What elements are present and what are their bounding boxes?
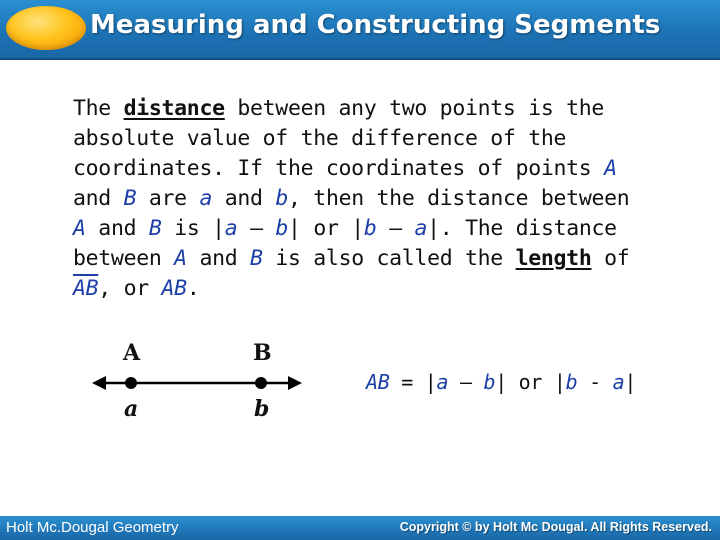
term-distance: distance	[123, 96, 225, 121]
footer-bar	[0, 516, 720, 540]
text-run: The	[73, 96, 124, 121]
var-A: A	[174, 246, 187, 271]
number-line	[90, 368, 310, 398]
var-b: b	[363, 216, 377, 241]
text-run: between any two points is the absolute value of the difference of the coordinates. If the coordinates of points	[73, 96, 605, 181]
number-line-diagram	[90, 336, 310, 436]
logo-oval	[6, 6, 86, 50]
var-a: a	[414, 216, 428, 241]
point-b-coordinate: b	[254, 396, 270, 422]
term-length: length	[515, 246, 592, 271]
text-run: | or |	[288, 216, 364, 241]
var-B: B	[123, 186, 137, 211]
text-run: is also called the	[262, 246, 516, 271]
formula-var-a: a	[436, 370, 449, 394]
point-a-label: A	[123, 340, 141, 366]
formula-var-b: b	[565, 370, 578, 394]
slide-title: Measuring and Constructing Segments	[90, 10, 661, 40]
text-run: , or	[98, 276, 162, 301]
right-arrow-icon	[288, 376, 302, 390]
var-AB: AB	[161, 276, 187, 301]
point-b-label: B	[253, 340, 272, 366]
text-run: and	[73, 186, 124, 211]
point-a-coordinate: a	[124, 396, 139, 422]
var-a: a	[224, 216, 238, 241]
formula-text: –	[448, 370, 484, 394]
var-a: a	[199, 186, 213, 211]
var-A: A	[604, 156, 617, 181]
text-run: and	[85, 216, 149, 241]
publisher-label: Holt Mc.Dougal Geometry	[6, 519, 179, 536]
formula-var-b: b	[483, 370, 496, 394]
text-run: .	[186, 276, 200, 301]
point-a-dot	[125, 377, 137, 389]
var-b: b	[275, 216, 289, 241]
text-run: |. The distance between	[73, 216, 617, 271]
text-run: of	[591, 246, 630, 271]
var-B: B	[250, 246, 263, 271]
var-A: A	[73, 216, 86, 241]
formula-lhs: AB	[366, 370, 390, 394]
var-B: B	[148, 216, 162, 241]
text-run: and	[212, 186, 276, 211]
formula-text: = |	[389, 370, 437, 394]
var-b: b	[275, 186, 289, 211]
formula-text: |	[624, 370, 637, 394]
title-bar	[0, 0, 720, 60]
point-b-dot	[255, 377, 267, 389]
formula-text: -	[577, 370, 613, 394]
text-run: –	[376, 216, 415, 241]
text-run: is |	[161, 216, 225, 241]
text-run: are	[136, 186, 200, 211]
left-arrow-icon	[92, 376, 106, 390]
distance-formula	[366, 370, 636, 394]
segment-AB: $\overline{AB}$	[73, 276, 99, 301]
text-run: –	[237, 216, 276, 241]
copyright-notice: Copyright © by Holt Mc Dougal. All Rights Reserved.	[399, 520, 712, 534]
definition-paragraph	[73, 94, 653, 304]
text-run: , then the distance between	[288, 186, 630, 211]
formula-text: | or |	[495, 370, 566, 394]
formula-var-a: a	[612, 370, 625, 394]
text-run: and	[186, 246, 251, 271]
